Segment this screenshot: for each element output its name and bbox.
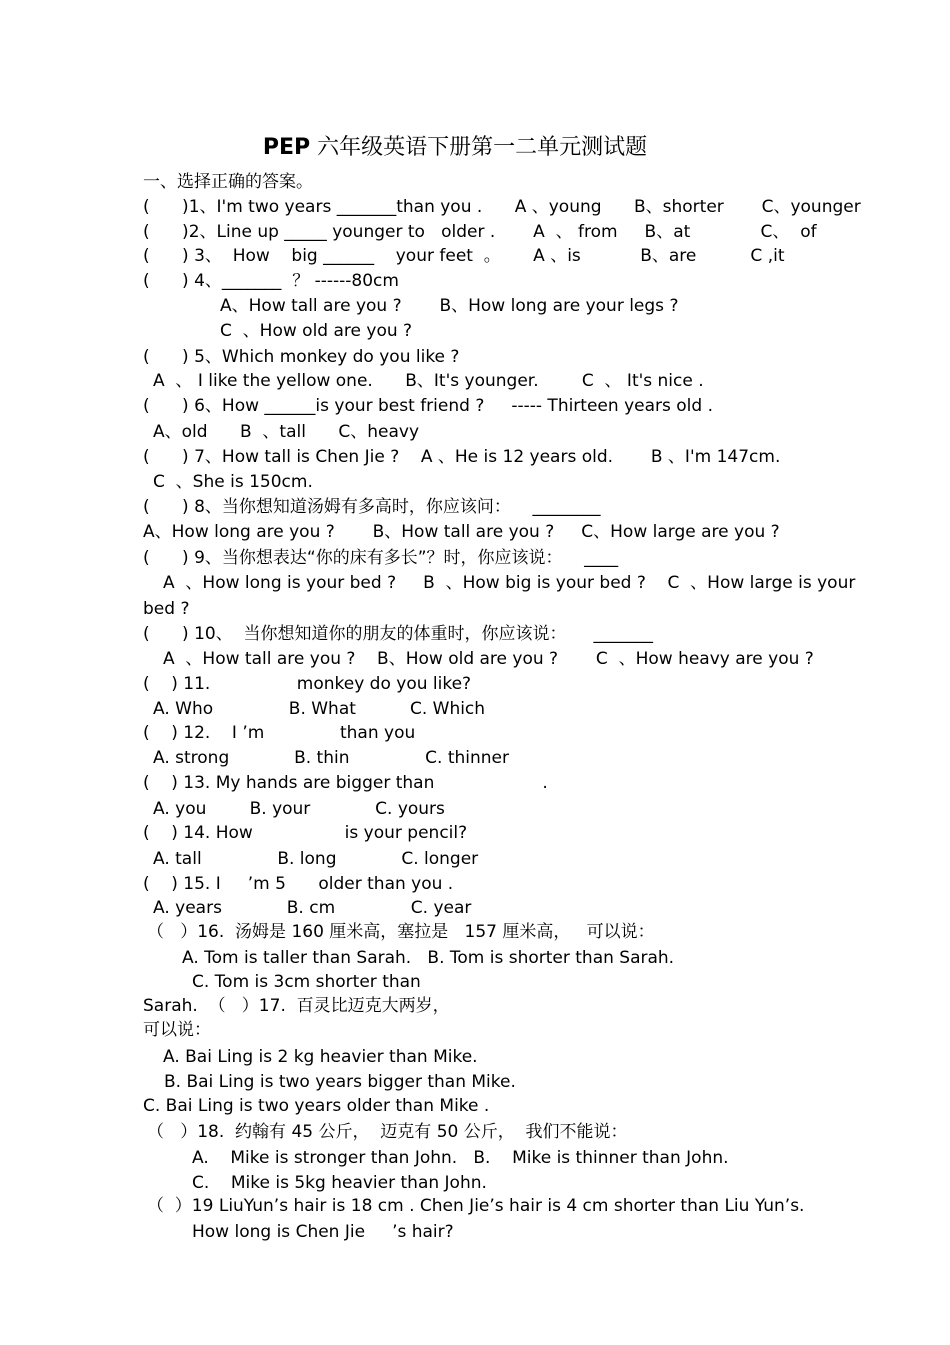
text-line: ( ) 12. I ’m than you [143, 723, 416, 743]
text-line: ( ) 8、当你想知道汤姆有多高时，你应该问： ________ [143, 497, 601, 517]
text-line: ( ) 6、How ______is your best friend ? ----- Thirteen years old . [143, 396, 713, 416]
text-line: A 、 I like the yellow one. B、It's younger. C 、 It's nice . [153, 371, 704, 391]
text-line: A. strong B. thin C. thinner [153, 748, 509, 768]
text-line: ( ) 9、当你想表达“你的床有多长”？时，你应该说： ____ [143, 548, 619, 568]
text-line: ( ) 14. How is your pencil? [143, 823, 468, 843]
text-line: ( ) 10、 当你想知道你的朋友的体重时，你应该说： _______ [143, 624, 654, 644]
text-line: A. years B. cm C. year [153, 898, 472, 918]
text-line: C. Mike is 5kg heavier than John. [192, 1173, 487, 1193]
text-line: A 、How long is your bed ? B 、How big is your bed ? C 、How large is your [163, 573, 856, 593]
page-title [0, 130, 910, 161]
title-rest: 六年级英语下册第一二单元测试题 [310, 135, 648, 160]
text-line: A. Who B. What C. Which [153, 699, 486, 719]
text-line: （ ）18. 约翰有 45 公斤， 迈克有 50 公斤， 我们不能说： [147, 1122, 628, 1142]
text-line: 可以说： [143, 1020, 211, 1040]
text-line: ( ) 5、Which monkey do you like ? [143, 347, 460, 367]
text-line: A、How tall are you ? B、How long are your legs ? [220, 296, 679, 316]
text-line: ( ) 3、 How big ______ your feet 。 A 、is B、are C ,it [143, 246, 785, 266]
text-line: How long is Chen Jie ’s hair? [192, 1222, 454, 1242]
text-line: （ ）19 LiuYun’s hair is 18 cm . Chen Jie’s hair is 4 cm shorter than Liu Yun’s. [147, 1196, 805, 1216]
text-line: A 、How tall are you ? B、How old are you ? C 、How heavy are you ? [163, 649, 814, 669]
text-line: 一、选择正确的答案。 [143, 172, 313, 192]
text-line: bed ? [143, 599, 190, 619]
text-line: ( ) 4、_______ ？ ------80cm [143, 271, 399, 291]
text-line: A、How long are you ? B、How tall are you ? C、How large are you ? [143, 522, 780, 542]
text-line: ( ) 13. My hands are bigger than . [143, 773, 548, 793]
title-bold: PEP [262, 135, 311, 160]
text-line: A. you B. your C. yours [153, 799, 445, 819]
text-line: ( ) 15. I ’m 5 older than you . [143, 874, 454, 894]
text-line: （ ）16. 汤姆是 160 厘米高，塞拉是 157 厘米高， 可以说： [147, 922, 655, 942]
text-line: C. Bai Ling is two years older than Mike . [143, 1096, 490, 1116]
text-line: A. Bai Ling is 2 kg heavier than Mike. [163, 1047, 478, 1067]
text-line: ( ) 11. monkey do you like? [143, 674, 472, 694]
text-line: A. Tom is taller than Sarah. B. Tom is shorter than Sarah. [182, 948, 675, 968]
text-line: A、old B 、tall C、heavy [153, 422, 420, 442]
text-line: ( )1、I'm two years _______than you . A 、young B、shorter C、younger [143, 197, 861, 217]
text-line: Sarah. （ ）17. 百灵比迈克大两岁， [143, 996, 450, 1016]
text-line: ( ) 7、How tall is Chen Jie ? A 、He is 12 years old. B 、I'm 147cm. [143, 447, 781, 467]
text-line: ( )2、Line up _____ younger to older . A 、 from B、at C、 of [143, 222, 817, 242]
text-line: C. Tom is 3cm shorter than [192, 972, 421, 992]
text-line: A. tall B. long C. longer [153, 849, 479, 869]
text-line: C 、She is 150cm. [153, 472, 313, 492]
text-line: B. Bai Ling is two years bigger than Mike. [164, 1072, 516, 1092]
text-line: C 、How old are you ? [220, 321, 413, 341]
text-line: A. Mike is stronger than John. B. Mike is thinner than John. [192, 1148, 729, 1168]
